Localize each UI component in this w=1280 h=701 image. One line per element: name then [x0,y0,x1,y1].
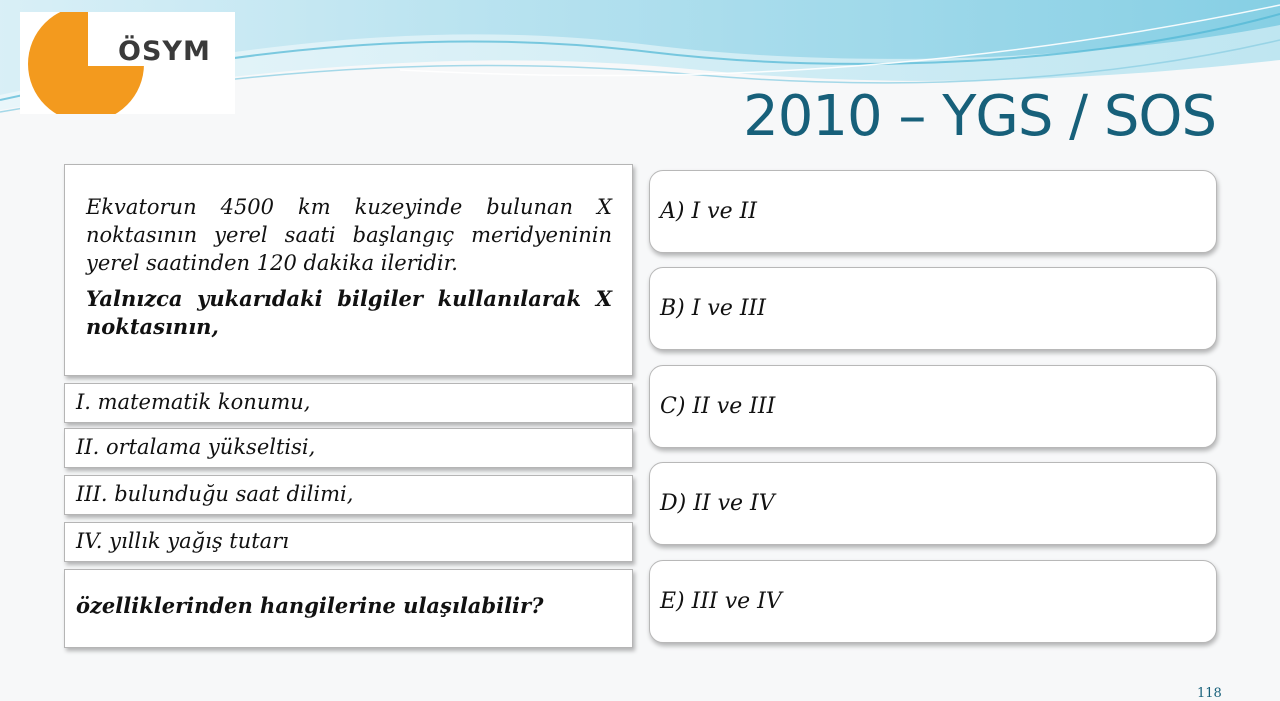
page-number: 118 [1197,686,1222,701]
osym-logo [20,12,235,114]
statement-item-1: I. matematik konumu, [64,383,633,423]
statement-item-2: II. ortalama yükseltisi, [64,428,633,468]
slide-title: 2010 – YGS / SOS [743,84,1216,149]
question-prompt: Yalnızca yukarıdaki bilgiler kullanılarak X noktasının, [86,286,612,339]
answer-option-a[interactable]: A) I ve II [649,170,1217,253]
answer-option-e[interactable]: E) III ve IV [649,560,1217,643]
answer-option-b[interactable]: B) I ve III [649,267,1217,350]
answer-option-d[interactable]: D) II ve IV [649,462,1217,545]
question-ending: özelliklerinden hangilerine ulaşılabilir? [64,569,633,648]
logo-text: ÖSYM [118,36,211,67]
answer-option-c[interactable]: C) II ve III [649,365,1217,448]
statement-item-3: III. bulunduğu saat dilimi, [64,475,633,515]
statement-item-4: IV. yıllık yağış tutarı [64,522,633,562]
question-stem-box [64,164,633,376]
question-stem: Ekvatorun 4500 km kuzeyinde bulunan X noktasının yerel saati başlangıç meridyeninin yerel saatinden 120 dakika ileridir. [86,195,612,275]
